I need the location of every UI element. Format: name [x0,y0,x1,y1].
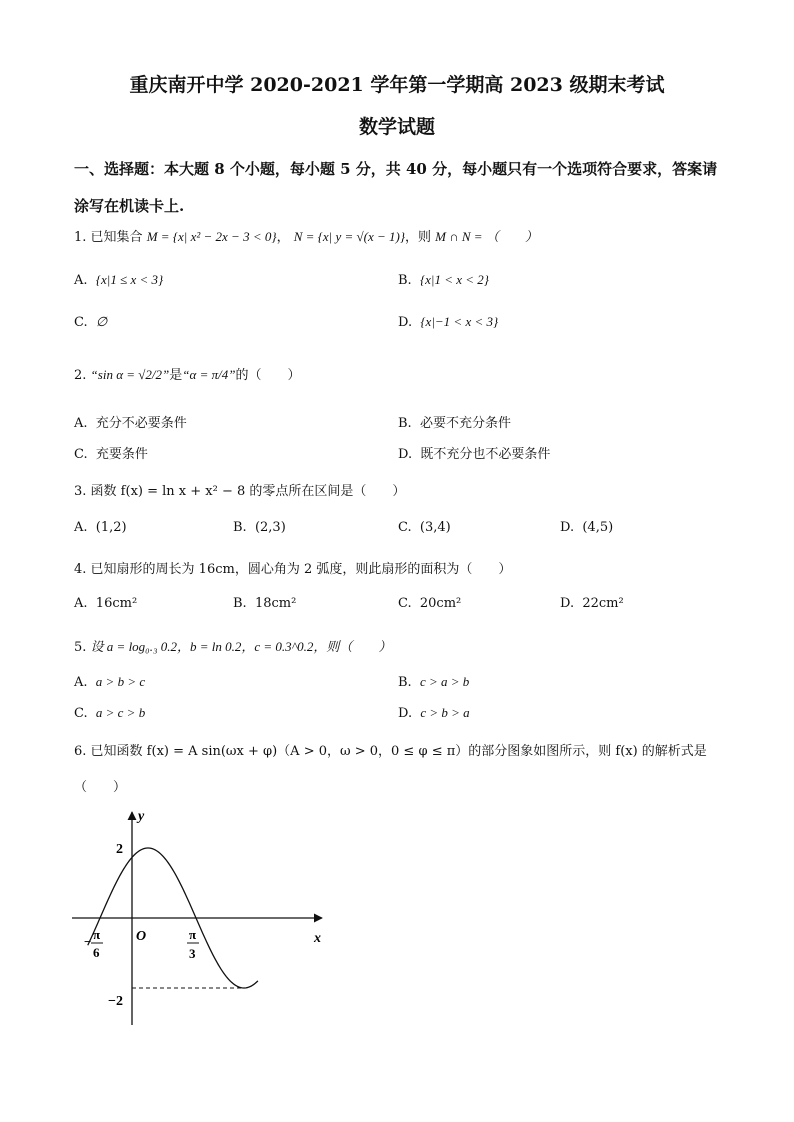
option-label: A. [74,416,88,431]
option-label: A. [74,520,88,535]
x-axis-label: x [314,931,321,946]
option-text: 16cm² [95,596,138,611]
condition-alpha: “α = π/4” [182,367,236,382]
option-d[interactable] [398,314,498,330]
option-d[interactable] [398,443,550,462]
option-text: (3,4) [419,520,451,535]
page-subtitle: 数学试题 [358,116,435,138]
set-n-expression: N = {x| y = √(x − 1)} [293,229,406,244]
option-text: (4,5) [582,520,614,535]
option-text: a > c > b [95,705,146,720]
option-text: 充要条件 [95,447,148,462]
option-text: (1,2) [95,520,127,535]
x-left-numerator: π [93,927,101,942]
section-heading-line1: 一、选择题：本大题 8 个小题，每小题 5 分，共 40 分，每小题只有一个选项符合要求，答案请 [74,160,718,178]
option-b[interactable] [398,272,489,288]
option-text: c > a > b [419,674,470,689]
option-a[interactable] [74,520,127,535]
option-label: C. [74,447,88,462]
question-number: 2. [74,368,87,383]
option-label: B. [233,596,247,611]
option-d[interactable] [560,520,613,535]
origin-label: O [136,929,147,944]
x-left-denominator: 6 [93,945,100,960]
option-c[interactable] [74,314,107,330]
question-5 [74,636,391,655]
question-3 [74,480,405,499]
option-d[interactable] [398,705,470,721]
question-number: 6. [74,744,87,759]
y-max-label: 2 [116,842,123,857]
question-6 [74,740,734,759]
question-text: 函数 f(x) = ln x + x² − 8 的零点所在区间是（ ） [90,484,406,499]
section-heading-line2: 涂写在机读卡上. [74,197,185,215]
page-title: 重庆南开中学 2020-2021 学年第一学期高 2023 级期末考试 [129,74,665,96]
option-text: {x|1 ≤ x < 3} [95,272,164,287]
option-a[interactable] [74,412,187,431]
option-d[interactable] [560,596,624,611]
option-a[interactable] [74,674,145,690]
option-a[interactable] [74,272,163,288]
option-label: D. [398,447,413,462]
option-text: 充分不必要条件 [95,416,187,431]
option-text: {x|1 < x < 2} [419,272,490,287]
question-number: 4. [74,562,87,577]
option-b[interactable] [398,412,511,431]
option-label: B. [398,675,412,690]
option-text: 20cm² [419,596,462,611]
question-text: 已知扇形的周长为 16cm，圆心角为 2 弧度，则此扇形的面积为（ ） [90,562,512,577]
question-number: 1. [74,230,87,245]
option-label: B. [398,273,412,288]
option-label: A. [74,675,88,690]
option-label: D. [560,596,575,611]
question-4 [74,558,511,577]
y-axis-label: y [138,809,145,824]
condition-sin: “sin α = √2/2” [90,367,170,382]
option-text: {x|−1 < x < 3} [420,314,499,329]
option-b[interactable] [398,674,469,690]
option-label: A. [74,273,88,288]
option-text: 18cm² [254,596,297,611]
question-1: 1. 已知集合 M = {x| x² − 2x − 3 < 0}， N = {x| y = √(x − 1)}，则 M ∩ N = （ ） [74,229,538,245]
question-number: 5. [74,640,87,655]
x-right-numerator: π [189,927,197,942]
question-text: 已知函数 f(x) = A sin(ωx + φ)（A > 0，ω > 0，0 ≤ φ ≤ π）的部分图象如图所示，则 f(x) 的解析式是 [90,744,707,759]
question-text: 是 [169,368,183,383]
question-ask: 的（ ） [235,368,301,383]
x-left-sign: − [84,934,92,949]
y-min-label: −2 [108,994,123,1009]
option-c[interactable] [74,705,145,721]
option-text: a > b > c [95,674,146,689]
option-label: D. [560,520,575,535]
question-ask: （ ） [74,780,127,795]
question-text: 已知集合 [90,230,143,245]
set-m-expression: M = {x| x² − 2x − 3 < 0} [146,229,277,244]
question-2 [74,364,301,383]
option-text: c > b > a [420,705,470,720]
question-ask: M ∩ N = （ ） [435,229,538,244]
option-text: (2,3) [254,520,286,535]
option-text: 22cm² [582,596,624,611]
sine-graph [60,800,340,1040]
option-label: A. [74,596,88,611]
option-text: ∅ [95,314,108,329]
option-c[interactable] [398,596,461,611]
option-a[interactable] [74,596,137,611]
option-text: 必要不充分条件 [419,416,511,431]
option-label: D. [398,706,413,721]
option-c[interactable] [74,443,148,462]
option-label: C. [398,520,412,535]
option-label: B. [398,416,412,431]
option-b[interactable] [233,596,296,611]
option-c[interactable] [398,520,451,535]
option-text: 既不充分也不必要条件 [420,447,551,462]
option-label: C. [398,596,412,611]
x-right-denominator: 3 [189,946,196,961]
option-label: C. [74,706,88,721]
question-text: 设 a = log₀.₃ 0.2，b = ln 0.2，c = 0.3^0.2，则（ ） [90,639,392,654]
option-label: D. [398,315,413,330]
option-label: B. [233,520,247,535]
option-b[interactable] [233,520,286,535]
question-number: 3. [74,484,87,499]
option-label: C. [74,315,88,330]
